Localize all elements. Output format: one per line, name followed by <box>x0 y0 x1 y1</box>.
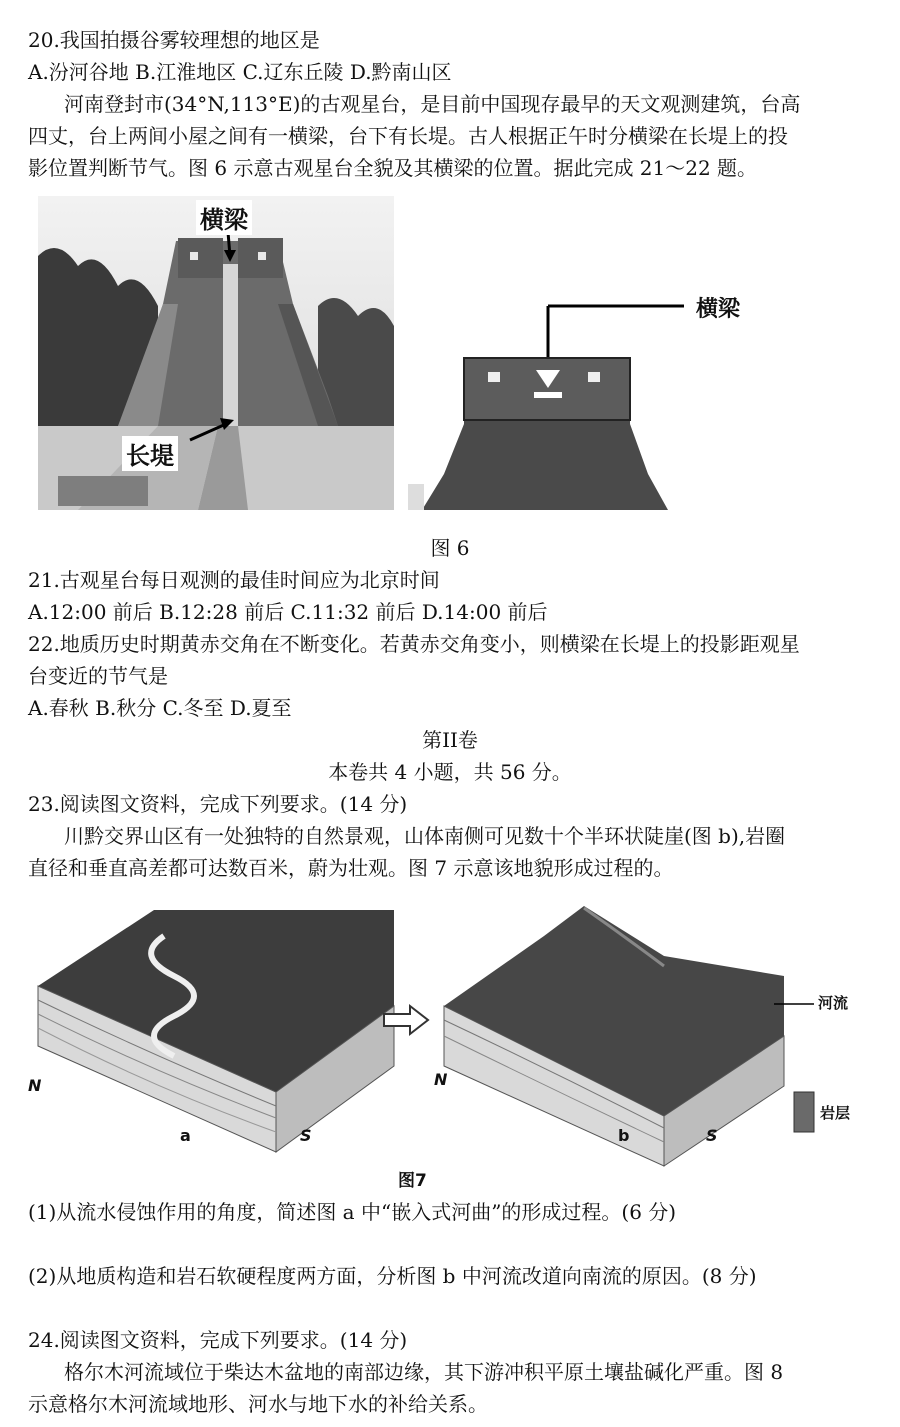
q23-sub2: (2)从地质构造和岩石软硬程度两方面，分析图 b 中河流改道向南流的原因。(8 分) <box>28 1264 757 1288</box>
q23-passage-line2: 直径和垂直高差都可达数百米，蔚为壮观。图 7 示意该地貌形成过程的。 <box>28 856 674 880</box>
figure6-caption: 图 6 <box>430 536 470 560</box>
part2-subtitle: 本卷共 4 小题，共 56 分。 <box>328 760 572 784</box>
figure7 <box>24 896 876 1196</box>
drawing-beam-label: 横梁 <box>696 297 741 322</box>
q23-stem: 23.阅读图文资料，完成下列要求。(14 分) <box>28 792 408 816</box>
south-b-label: S <box>706 1126 718 1145</box>
q23-sub1: (1)从流水侵蚀作用的角度，简述图 a 中“嵌入式河曲”的形成过程。(6 分) <box>28 1200 677 1224</box>
figure7-drawing <box>24 896 876 1196</box>
passage1-line2: 四丈，台上两间小屋之间有一横梁，台下有长堤。古人根据正午时分横梁在长堤上的投 <box>28 124 788 148</box>
observatory-photo-drawing <box>38 196 394 510</box>
observatory-photo <box>38 196 394 510</box>
rock-layer-swatch <box>794 1092 814 1132</box>
q21-stem: 21.古观星台每日观测的最佳时间应为北京时间 <box>28 568 440 592</box>
q20-stem: 20.我国拍摄谷雾较理想的地区是 <box>28 28 320 52</box>
q20-options: A.汾河谷地 B.江淮地区 C.辽东丘陵 D.黔南山区 <box>28 60 452 84</box>
north-b-label: N <box>434 1070 448 1089</box>
q22-stem-line2: 台变近的节气是 <box>28 664 168 688</box>
part2-title: 第II卷 <box>422 728 478 752</box>
q23-passage-line1: 川黔交界山区有一处独特的自然景观，山体南侧可见数十个半环状陡崖(图 b),岩圈 <box>64 824 786 848</box>
q21-options: A.12:00 前后 B.12:28 前后 C.11:32 前后 D.14:00 前后 <box>28 600 548 624</box>
river-label: 河流 <box>818 994 849 1012</box>
north-a-label: N <box>28 1076 42 1095</box>
q22-stem-line1: 22.地质历史时期黄赤交角在不断变化。若黄赤交角变小，则横梁在长堤上的投影距观星 <box>28 632 800 656</box>
passage1-line1: 河南登封市(34°N,113°E)的古观星台，是目前中国现存最早的天文观测建筑，台高 <box>64 92 801 116</box>
block-b-label: b <box>618 1126 630 1145</box>
rock-layer-label: 岩层 <box>820 1104 851 1122</box>
photo-dike-label: 长堤 <box>122 436 178 471</box>
figure7-caption: 图7 <box>398 1171 427 1191</box>
q22-options: A.春秋 B.秋分 C.冬至 D.夏至 <box>28 696 292 720</box>
photo-beam-label: 横梁 <box>196 200 252 235</box>
block-a-label: a <box>180 1126 191 1145</box>
passage1-line3: 影位置判断节气。图 6 示意古观星台全貌及其横梁的位置。据此完成 21～22 题。 <box>28 156 758 180</box>
q24-stem: 24.阅读图文资料，完成下列要求。(14 分) <box>28 1328 408 1352</box>
q24-passage-line1: 格尔木河流域位于柴达木盆地的南部边缘，其下游冲积平原土壤盐碱化严重。图 8 <box>64 1360 784 1384</box>
south-a-label: S <box>300 1126 312 1145</box>
q24-passage-line2: 示意格尔木河流域地形、河水与地下水的补给关系。 <box>28 1392 488 1416</box>
observatory-drawing <box>408 284 780 510</box>
